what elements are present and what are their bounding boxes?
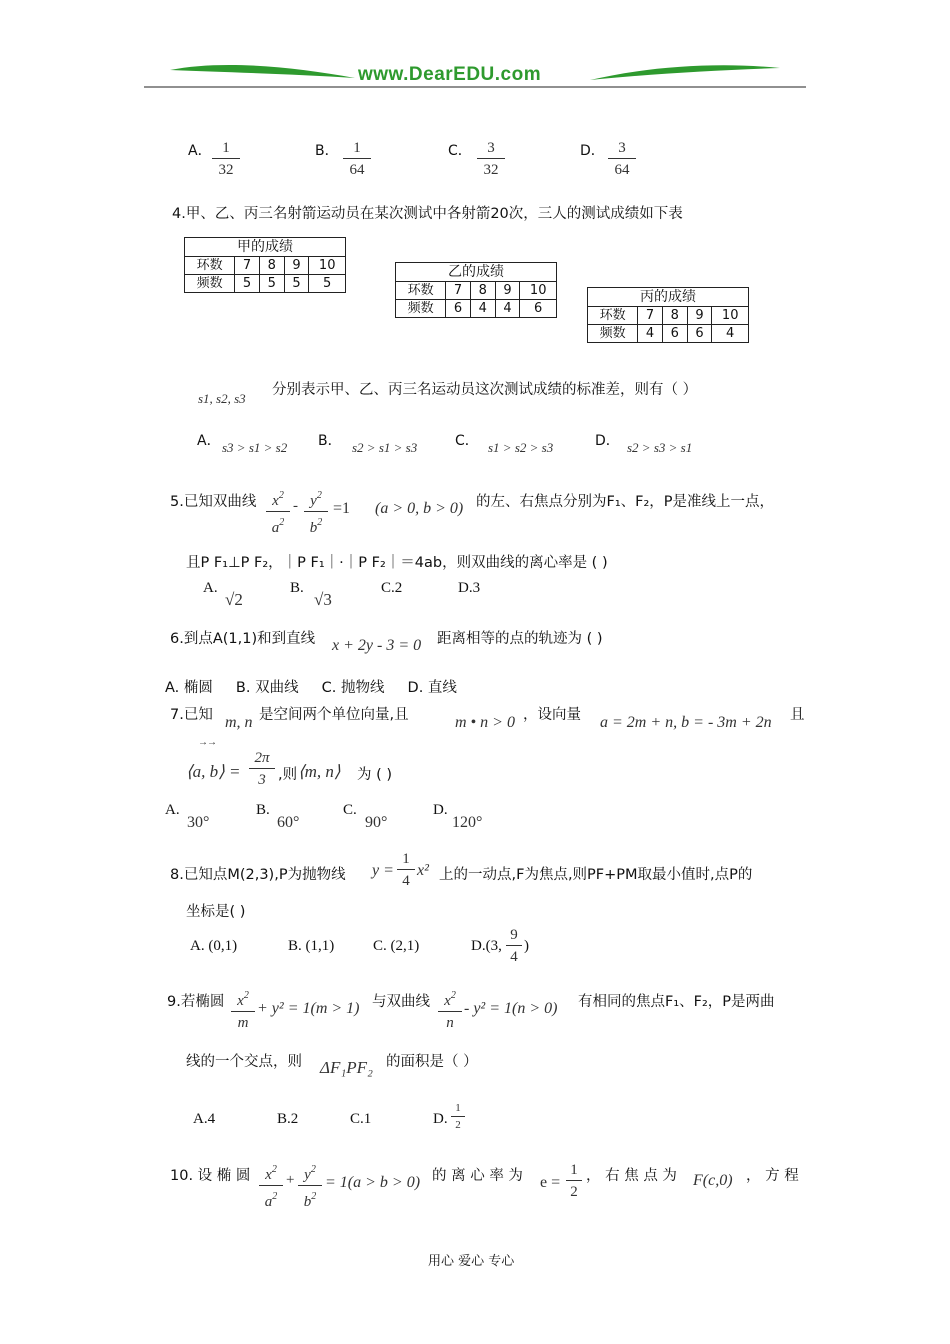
q6-prefix: 6.到点A(1,1)和到直线 <box>170 631 316 647</box>
right-leaf-swoosh <box>590 65 780 80</box>
q9-frac-x2-m: $\frac{x^2}{m}$ <box>231 986 255 1034</box>
q9-eq2: - y² = 1(n > 0) <box>464 1000 558 1017</box>
q10-tail: ， 方 程 <box>746 1168 799 1184</box>
q9-option-c: C.1 <box>350 1111 372 1127</box>
q3-option-a-frac: $\frac{1}{32}$ <box>212 138 240 181</box>
q8-prefix: 8.已知点M(2,3),P为抛物线 <box>170 867 346 883</box>
q6-suffix: 距离相等的点的轨迹为 ( ) <box>437 631 603 647</box>
q9-line2b: 的面积是（ ） <box>386 1054 478 1070</box>
q7-option-b-val: 60° <box>277 814 300 831</box>
q4-stem: 4.甲、乙、丙三名射箭运动员在某次测试中各射箭20次，三人的测试成绩如下表 <box>172 206 683 222</box>
q10-frac-x: $\frac{x^2}{a^2}$ <box>259 1160 283 1213</box>
q8-option-d-close: ) <box>524 938 529 954</box>
q3-option-a-label: A． <box>188 143 212 159</box>
q7-p3: ，设向量 <box>523 707 581 723</box>
q7-p2: 是空间两个单位向量,且 <box>259 707 409 723</box>
q9-option-a: A.4 <box>193 1111 216 1127</box>
q7-p4: 且 <box>790 707 805 723</box>
q10-prefix: 10. 设 椭 圆 <box>170 1168 251 1184</box>
q8-suffix: 上的一动点,F为焦点,则PF+PM取最小值时,点P的 <box>439 867 753 883</box>
q8-line2: 坐标是( ) <box>186 904 246 920</box>
q7-angle-mn: ⟨m, n⟩ <box>298 762 341 781</box>
q7-option-c-label: C. <box>343 802 357 818</box>
site-logo-text: www.DearEDU.com <box>358 64 542 85</box>
q7-condition: m • n > 0 <box>455 714 515 731</box>
q6-options: A. 椭圆 B. 双曲线 C. 抛物线 D. 直线 <box>165 680 457 696</box>
q5-line2: 且P F₁⊥P F₂，｜P F₁｜·｜P F₂｜＝4ab，则双曲线的离心率是 ( ) <box>186 555 608 571</box>
q5-option-a-label: A. <box>203 580 218 596</box>
q7-angle-ab: ⟨a, b⟩ = <box>186 762 241 781</box>
q3-option-c-frac: $\frac{3}{32}$ <box>477 138 505 181</box>
q3-option-d-frac: $\frac{3}{64}$ <box>608 138 636 181</box>
q10-frac-y: $\frac{y^2}{b^2}$ <box>298 1160 322 1213</box>
q5-condition: (a > 0, b > 0) <box>375 500 464 517</box>
q7-then: ,则 <box>278 767 298 783</box>
q10-plus: + <box>286 1172 295 1188</box>
q5-option-c: C.2 <box>381 580 403 596</box>
page-footer: 用心 爱心 专心 <box>428 1254 515 1269</box>
q9-suffix: 有相同的焦点F₁、F₂，P是两曲 <box>578 994 775 1010</box>
q4-tail: 分别表示甲、乙、丙三名运动员这次测试成绩的标准差，则有（ ） <box>272 382 698 398</box>
q3-option-c-label: C． <box>448 143 472 159</box>
q8-option-b: B. (1,1) <box>288 938 335 954</box>
q5-frac-x: $\frac{x^2}{a^2}$ <box>266 486 290 539</box>
q8-option-a: A. (0,1) <box>190 938 238 954</box>
q7-vector-arrows: →→ <box>198 737 216 748</box>
q8-option-d: D.(3, <box>471 938 502 954</box>
q4-option-d-expr: s2 > s3 > s1 <box>627 440 693 455</box>
q8-option-c: C. (2,1) <box>373 938 420 954</box>
q4-option-c-expr: s1 > s2 > s3 <box>488 440 554 455</box>
q4-vars: s1, s2, s3 <box>198 391 246 406</box>
q5-option-d: D.3 <box>458 580 481 596</box>
q8-eq-y: y = <box>372 862 394 879</box>
q10-mid: 的 离 心 率 为 <box>432 1168 523 1184</box>
q4-option-d-label: D． <box>595 433 620 449</box>
q7-option-c-val: 90° <box>365 814 388 831</box>
q10-equation: = 1(a > b > 0) <box>325 1174 421 1191</box>
q5-frac-y: $\frac{y^2}{b^2}$ <box>304 486 328 539</box>
q5-option-b-label: B. <box>290 580 304 596</box>
q10-e: e = <box>540 1174 561 1191</box>
q4-option-a-label: A． <box>197 433 221 449</box>
q5-suffix: 的左、右焦点分别为F₁、F₂，P是准线上一点， <box>476 494 775 510</box>
q10-mid2: ， 右 焦 点 为 <box>586 1168 677 1184</box>
q7-option-b-label: B. <box>256 802 270 818</box>
q7-mn: m, n <box>225 714 253 731</box>
q9-option-b: B.2 <box>277 1111 299 1127</box>
q7-option-a-label: A. <box>165 802 180 818</box>
q8-option-d-frac: $\frac{9}{4}$ <box>506 925 522 968</box>
q7-vectors: a = 2m + n, b = - 3m + 2n <box>600 714 772 731</box>
q3-option-d-label: D． <box>580 143 605 159</box>
q7-option-d-label: D. <box>433 802 448 818</box>
q4-option-a-expr: s3 > s1 > s2 <box>222 440 288 455</box>
q9-triangle: ΔF₁PF₂ <box>320 1058 373 1077</box>
q8-frac-1-4: $\frac{1}{4}$ <box>397 849 415 892</box>
q9-frac-x2-n: $\frac{x^2}{n}$ <box>438 986 462 1034</box>
q9-option-d-frac: $\frac{1}{2}$ <box>451 1101 465 1134</box>
q7-frac-2pi-3: $\frac{2\pi}{3}$ <box>249 748 275 791</box>
q5-prefix: 5.已知双曲线 <box>170 494 257 510</box>
q8-eq-x: x² <box>417 862 429 879</box>
q5-eq-tail: =1 <box>333 500 351 517</box>
table-bing: 丙的成绩 环数 7 8 9 10 频数 4 6 6 4 <box>587 287 749 343</box>
q7-p1: 7.已知 <box>170 707 213 723</box>
q5-minus: - <box>293 498 298 514</box>
q9-eq1: + y² = 1(m > 1) <box>257 1000 360 1017</box>
q9-option-d: D. <box>433 1111 448 1127</box>
q9-prefix: 9.若椭圆 <box>167 994 225 1010</box>
q9-line2a: 线的一个交点，则 <box>186 1054 302 1070</box>
table-yi: 乙的成绩 环数 7 8 9 10 频数 6 4 4 6 <box>395 262 557 318</box>
q3-option-b-label: B． <box>315 143 339 159</box>
q5-option-a-val: √2 <box>225 590 243 609</box>
q4-option-b-expr: s2 > s1 > s3 <box>352 440 418 455</box>
q4-option-c-label: C． <box>455 433 479 449</box>
q6-equation: x + 2y - 3 = 0 <box>332 637 422 654</box>
table-jia: 甲的成绩 环数 7 8 9 10 频数 5 5 5 5 <box>184 237 346 293</box>
q9-mid: 与双曲线 <box>372 994 430 1010</box>
q7-option-d-val: 120° <box>452 814 483 831</box>
q7-option-a-val: 30° <box>187 814 210 831</box>
q5-option-b-val: √3 <box>314 590 332 609</box>
left-leaf-swoosh <box>170 65 355 78</box>
q10-focus: F(c,0) <box>693 1172 733 1189</box>
q3-option-b-frac: $\frac{1}{64}$ <box>343 138 371 181</box>
q4-option-b-label: B． <box>318 433 342 449</box>
q10-frac-1-2: $\frac{1}{2}$ <box>566 1160 582 1203</box>
q7-ask: 为 ( ) <box>357 767 393 783</box>
